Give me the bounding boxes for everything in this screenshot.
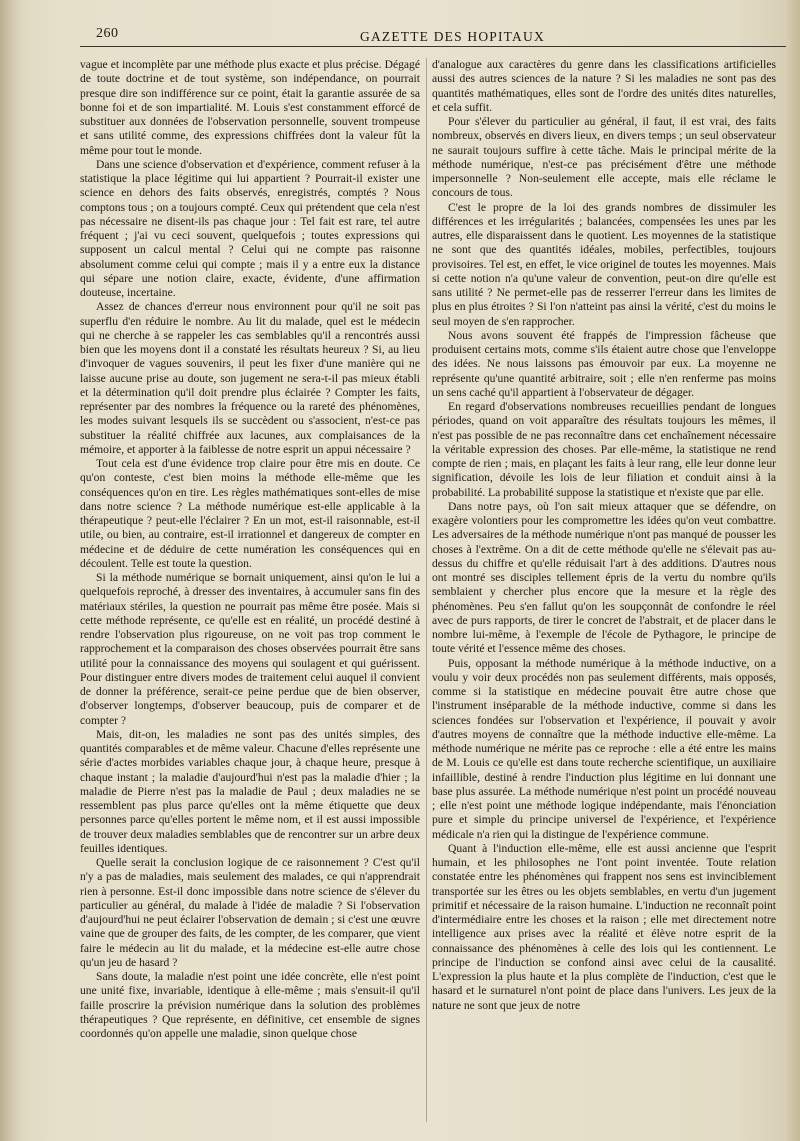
paragraph: Puis, opposant la méthode numérique à la méthode inductive, on a voulu y voir deux procédés non pas seulement différents, mais opposés, comme si la statistique en médecine pouvait être autre chose que l'instrument inséparable de la méthode inductive, comme si dans les sciences fondées sur l'observation et l'expérience, il pouvait y avoir d'autres moyens de connaître que la méthode inductive elle-même. La méthode numérique ne mérite pas ce reproche : elle a été entre les mains de M. Louis ce qu'elle est dans toute recherche scientifique, un auxiliaire infaillible, destiné à rendre l'induction plus légitime en lui donnant une base plus assurée. La méthode numérique n'est point un procédé nouveau ; elle n'est point une méthode logique indépendante, mais l'énonciation pure et simple du principe universel de l'expérience, et l'expérience médicale n'a rien qui la distingue de l'expérience commune.: [432, 656, 776, 841]
paragraph: Nous avons souvent été frappés de l'impression fâcheuse que produisent certains mots, comme s'ils étaient autre chose que l'enveloppe des idées. Ne nous laissons pas émouvoir par eux. La moyenne ne représente qu'une quantité arbitraire, soit ; elle n'en renferme pas moins un sens caché qu'il appartient à l'observateur de dégager.: [432, 328, 776, 399]
paragraph: Sans doute, la maladie n'est point une idée concrète, elle n'est point une unité fixe, invariable, identique à elle-même ; mais s'ensuit-il qu'il faille proscrire la prévision numérique dans la solution des problèmes thérapeutiques ? Que représente, en définitive, cet ensemble de signes coordonnés qu'on appelle une maladie, sinon quelque chose: [80, 970, 420, 1040]
paragraph: Mais, dit-on, les maladies ne sont pas des unités simples, des quantités comparables et de même valeur. Chacune d'elles représente une série d'actes morbides variables chaque jour, à chaque heure, presque à chaque instant ; la maladie d'aujourd'hui n'est pas la maladie d'hier ; la maladie de Pierre n'est pas la maladie de Paul ; deux maladies ne se ressemblent pas plus parce qu'elles ont la même étiquette que deux personnes parce qu'elles portent le même nom, et il est aussi impossible de trouver deux maladies semblables que de rencontrer sur un arbre deux feuilles identiques.: [80, 727, 420, 855]
paragraph: Tout cela est d'une évidence trop claire pour être mis en doute. Ce qu'on conteste, c'est bien moins la méthode elle-même que les conséquences qu'on en tire. Les règles mathématiques sont-elles de mise dans notre science ? La méthode numérique est-elle applicable à la thérapeutique ? peut-elle l'éclairer ? En un mot, est-il raisonnable, est-il utile, ou bien, au contraire, est-il irrationnel et dangereux de compter en médecine et de déduire de cette numération les conséquences qui en découlent. Telle est toute la question.: [80, 457, 420, 570]
paragraph: Assez de chances d'erreur nous environnent pour qu'il ne soit pas superflu d'en réduire le nombre. Au lit du malade, quel est le médecin qui ne cherche à se rappeler les cas semblables qu'il a rencontrés aussi bien que les moyens dont il a constaté les résultats heureux ? Si, au lieu d'invoquer de vagues souvenirs, il peut les fixer d'une manière qui ne laisse aucune prise au doute, son jugement ne sera-t-il pas mieux établi et la détermination qu'il doit prendre plus éclairée ? Compter les faits, représenter par des nombres la fréquence ou la rareté des phénomènes, les modes suivant lesquels ils se succèdent ou s'associent, n'est-ce pas substituer la réalité chiffrée aux lacunes, aux complaisances de la mémoire, et apporter à la faiblesse de notre esprit un appui nécessaire ?: [80, 300, 420, 456]
paragraph: d'analogue aux caractères du genre dans les classifications artificielles aussi des autres sciences de la nature ? Si les maladies ne sont pas des quantités mathématiques, elles sont de l'ordre des unités dites naturelles, et cela suffit.: [432, 58, 776, 114]
paragraph: C'est le propre de la loi des grands nombres de dissimuler les différences et les irrégularités ; balancées, compensées les unes par les autres, elle disparaissent dans le quotient. Les moyennes de la statistique ne sont que des quantités idéales, mobiles, perfectibles, toujours provisoires. Tel est, en effet, le vice originel de toutes les moyennes. Mais si cette notion n'a qu'une valeur de convention, peut-on dire qu'elle est sans utilité ? Ne permet-elle pas de resserrer l'erreur dans les limites de plus en plus étroites ? Si l'on n'atteint pas ainsi la vérité, c'est du moins le seul moyen de s'en rapprocher.: [432, 200, 776, 328]
paragraph: Quelle serait la conclusion logique de ce raisonnement ? C'est qu'il n'y a pas de maladies, mais seulement des malades, ce qui n'apprendrait rien à personne. Est-il donc impossible dans notre science de s'élever du particulier au général, du malade à l'idée de maladie ? Si l'observation d'aujourd'hui ne peut éclairer l'observation de demain ; si c'est une œuvre vaine que de grouper des faits, de les compter, de les comparer, que vient faire le médecin au lit du malade, et la médecine est-elle autre chose qu'un jeu de hasard ?: [80, 856, 420, 969]
left-column: [80, 58, 420, 1041]
page-number: 260: [96, 26, 119, 41]
paragraph: En regard d'observations nombreuses recueillies pendant de longues périodes, quand on voit apparaître des résultats toujours les mêmes, il n'est pas possible de ne pas reconnaître dans cet enchaînement nécessaire la véritable expression des choses. Par elle-même, la statistique ne rend compte de rien ; mais, en plaçant les faits à leur rang, elle leur donne leur signification, dévoile les lois de leur filiation et conduit ainsi à la probabilité. La probabilité suppose la statistique et n'existe que par elle.: [432, 400, 776, 499]
paragraph: vague et incomplète par une méthode plus exacte et plus précise. Dégagé de toute doctrine et de tout système, son indépendance, on pourrait presque dire son indifférence sur ce point, était la garantie assurée de sa bonne foi et de son impartialité. M. Louis s'est constamment efforcé de substituer aux données de l'observation personnelle, souvent trompeuse et sans utilité comme, des expressions chiffrées dont la valeur fût la même pour tout le monde.: [80, 58, 420, 157]
page-edge-shadow: [786, 0, 800, 1141]
column-divider: [426, 58, 427, 1122]
paragraph: Pour s'élever du particulier au général, il faut, il est vrai, des faits nombreux, observés en divers lieux, en divers temps ; un seul observateur ne saurait toujours suffire à cette tâche. Mais le principal mérite de la méthode numérique, n'est-ce pas précisément d'être une méthode impersonnelle ? Non-seulement elle accepte, mais elle réclame le concours de tous.: [432, 115, 776, 200]
paragraph: Quant à l'induction elle-même, elle est aussi ancienne que l'esprit humain, et les philosophes ne l'ont point inventée. Toute relation constatée entre les phénomènes qui frappent nos sens est invinciblement transportée sur les êtres ou les objets semblables, en vertu d'un jugement primitif et nécessaire de la raison humaine. L'induction ne reconnaît point d'intermédiaire entre les choses et la raison ; elle met directement notre intelligence aux prises avec la réalité et élève notre esprit de la connaissance des phénomènes à celle des lois qui les contiennent. Le principe de l'induction se confond ainsi avec celui de la causalité. L'expression la plus haute et la plus complète de l'induction, c'est que le hasard et le surnaturel n'ont point de place dans l'univers. Les jeux de la nature ne sont que jeux de notre: [432, 841, 776, 1012]
right-column: [432, 58, 776, 1013]
binding-shadow: [0, 0, 22, 1141]
paragraph: Si la méthode numérique se bornait uniquement, ainsi qu'on le lui a quelquefois reproché, à dresser des inventaires, à accumuler sans fin des matériaux stériles, la question ne pourrait pas même être posée. Mais si cette méthode représente, ce qu'elle est en réalité, un procédé destiné à rendre l'observation plus rigoureuse, on ne voit pas trop comment le rapprochement et la comparaison des choses observées pourrait être sans utilité pour la connaissance des moyens qui soulagent et qui guérissent. Pour distinguer entre divers modes de traitement celui auquel il convient de donner la préférence, serait-ce peine perdue que de bien observer, d'observer longtemps, d'observer beaucoup, puis de comparer et de compter ?: [80, 571, 420, 727]
running-title: GAZETTE DES HOPITAUX: [360, 29, 545, 44]
paragraph: Dans une science d'observation et d'expérience, comment refuser à la statistique la place légitime qui lui appartient ? Pourrait-il exister une science en dehors des faits observés, enregistrés, comptés ? Nous comptons tous ; on a toujours compté. Ceux qui prétendent que cela n'est pas nécessaire ne disent-ils pas chaque jour : Tel fait est rare, tel autre fréquent ; j'ai vu ceci souvent, quelquefois ; toutes expressions qui supposent un calcul mental ? Celui qui ne compte pas raisonne absolument comme celui qui compte ; mais il y a entre eux la distance qui sépare une notion claire, exacte, évidente, d'une affirmation douteuse, incertaine.: [80, 157, 420, 299]
paragraph: Dans notre pays, où l'on sait mieux attaquer que se défendre, on exagère volontiers pour les compromettre les idées qu'on veut combattre. Les adversaires de la méthode numérique n'ont pas manqué de pousser les choses à l'extrême. On a dit de cette méthode qu'elle ne s'élevait pas au-dessus du chiffre et qu'elle réduisait l'art à des additions. D'autres nous ont montré ses disciples tellement épris de la vertu du nombre qu'ils semblaient y chercher plus encore que la mesure et la règle des phénomènes. Peu s'en fallut qu'on les soupçonnât de confondre le réel avec de purs rapports, de tirer le concret de l'abstrait, et de placer dans le nombre lui-même, à l'exemple de l'école de Pythagore, le principe de toute vérité et l'essence même des choses.: [432, 499, 776, 656]
header-rule: [80, 46, 786, 47]
